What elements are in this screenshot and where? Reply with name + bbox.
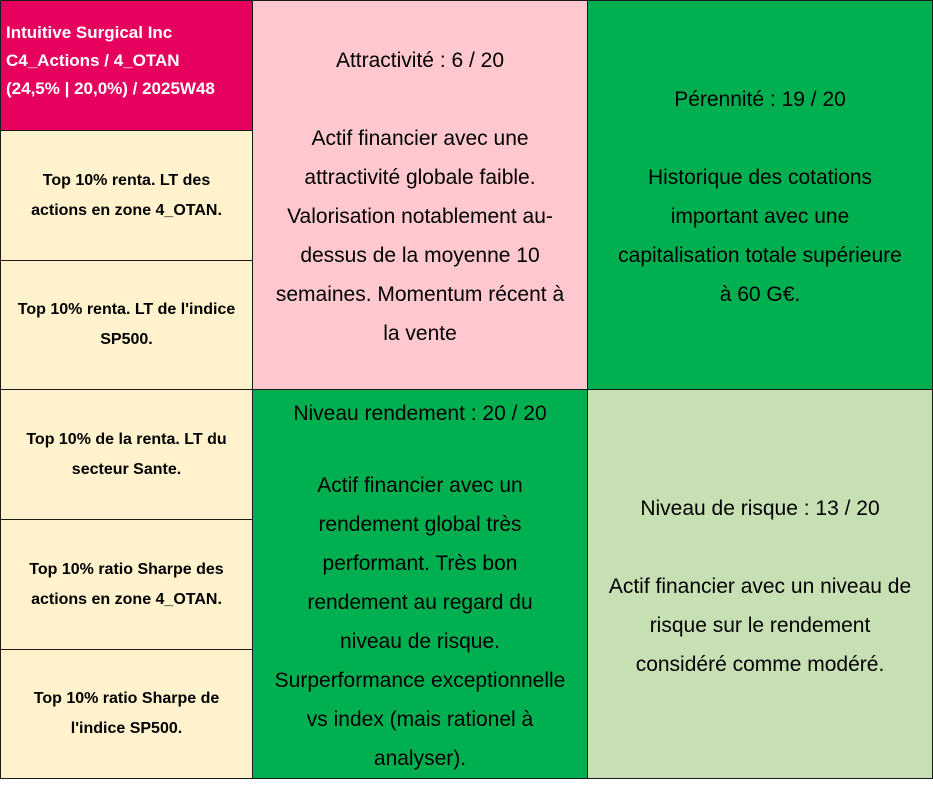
asset-category: C4_Actions / 4_OTAN <box>6 51 180 70</box>
attractivite-text: semaines. Momentum récent à <box>275 283 565 306</box>
attractivite-text: attractivité globale faible. <box>304 166 536 189</box>
rendement-cell <box>252 389 588 779</box>
perennite-cell <box>587 0 933 390</box>
risque-title: Niveau de risque : 13 / 20 <box>640 497 880 520</box>
attractivite-text: la vente <box>383 322 457 345</box>
risque-text: risque sur le rendement <box>649 614 871 637</box>
side-cell-renta-index <box>0 260 253 390</box>
side-cell-text: l'indice SP500. <box>70 720 183 737</box>
rendement-text: rendement global très <box>318 513 522 536</box>
side-cell-text: Top 10% renta. LT de l'indice <box>17 301 236 318</box>
rendement-text: analyser). <box>373 747 467 770</box>
side-cell-text: actions en zone 4_OTAN. <box>31 590 222 608</box>
rendement-text: performant. Très bon <box>322 552 518 575</box>
rendement-text: Actif financier avec un <box>317 474 523 497</box>
perennite-text: capitalisation totale supérieure <box>618 244 902 267</box>
attractivite-cell <box>252 0 588 390</box>
risque-text: considéré comme modéré. <box>635 653 885 676</box>
rendement-text: rendement au regard du <box>307 591 533 614</box>
risque-cell <box>587 389 933 779</box>
attractivite-text: Actif financier avec une <box>311 127 529 150</box>
side-cell-text: Top 10% ratio Sharpe de <box>33 690 220 707</box>
side-cell-text: Top 10% renta. LT des <box>42 171 211 189</box>
perennite-text: Historique des cotations <box>647 166 873 189</box>
perennite-title: Pérennité : 19 / 20 <box>674 88 846 111</box>
side-cell-renta-secteur <box>0 389 253 520</box>
asset-header-cell <box>0 0 253 131</box>
rendement-title: Niveau rendement : 20 / 20 <box>293 402 547 425</box>
side-cell-sharpe-index <box>0 649 253 779</box>
attractivite-text: Valorisation notablement au- <box>287 205 553 228</box>
asset-name: Intuitive Surgical Inc <box>6 23 173 42</box>
side-cell-text: SP500. <box>100 331 153 348</box>
asset-weights-week: (24,5% | 20,0%) / 2025W48 <box>6 79 215 98</box>
perennite-text: à 60 G€. <box>719 283 801 306</box>
rendement-text: niveau de risque. <box>340 630 500 653</box>
side-cell-text: Top 10% ratio Sharpe des <box>29 560 224 578</box>
side-cell-sharpe-zone <box>0 519 253 650</box>
side-cell-text: Top 10% de la renta. LT du <box>26 430 227 448</box>
side-cell-text: actions en zone 4_OTAN. <box>31 201 222 219</box>
risque-text: Actif financier avec un niveau de <box>608 575 912 598</box>
side-cell-text: secteur Sante. <box>71 460 182 478</box>
attractivite-text: dessus de la moyenne 10 <box>300 244 540 267</box>
rendement-text: Surperformance exceptionnelle <box>274 669 566 692</box>
side-cell-renta-zone <box>0 130 253 261</box>
rendement-text: vs index (mais rationel à <box>306 708 534 731</box>
attractivite-title: Attractivité : 6 / 20 <box>335 49 505 72</box>
perennite-text: important avec une <box>670 205 850 228</box>
